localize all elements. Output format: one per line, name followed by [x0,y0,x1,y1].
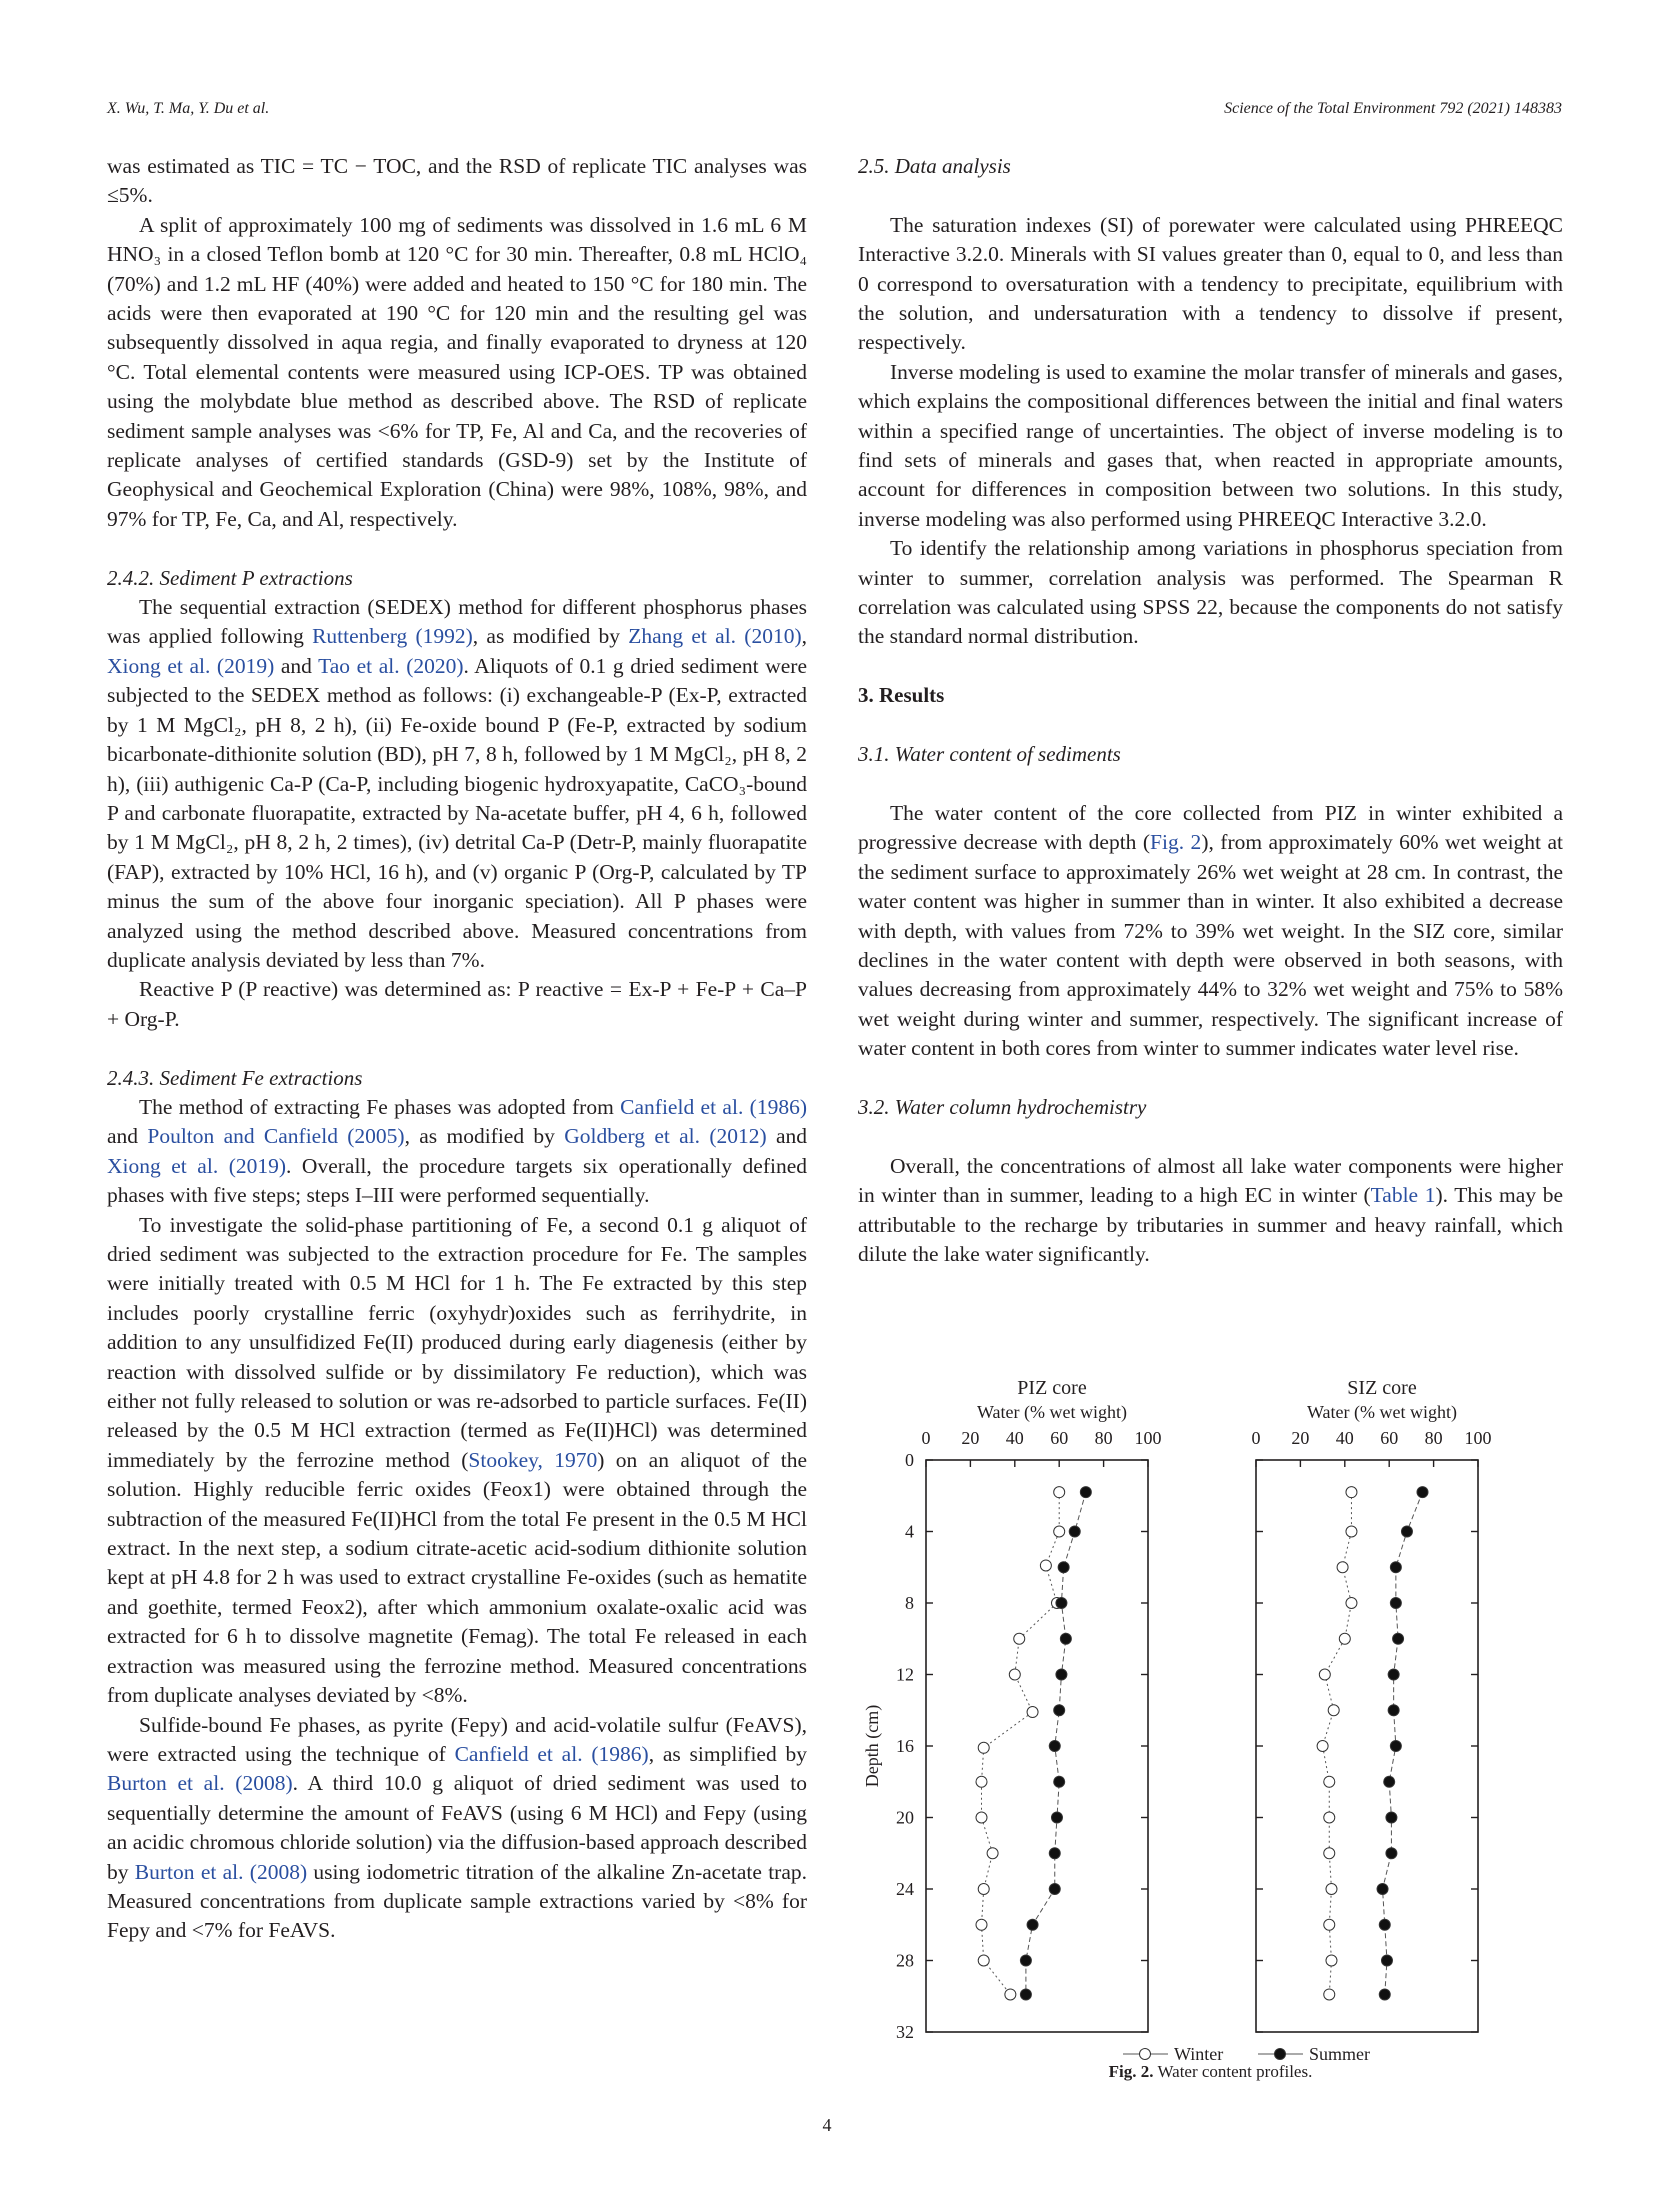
data-point [1054,1487,1065,1498]
data-point [1324,1776,1335,1787]
citation-link[interactable]: Tao et al. (2020) [318,653,464,678]
data-point [976,1919,987,1930]
data-point [1377,1884,1388,1895]
section-heading-2-5: 2.5. Data analysis [858,154,1011,178]
data-point [1324,1812,1335,1823]
data-point [1388,1669,1399,1680]
data-point [1346,1487,1357,1498]
data-point [1049,1884,1060,1895]
x-tick-label: 0 [921,1428,931,1448]
data-point [1027,1919,1038,1930]
x-tick-label: 40 [1005,1428,1024,1448]
data-point [1005,1989,1016,2000]
page-number: 4 [822,2115,832,2135]
paragraph-saturation: The saturation indexes (SI) of porewater were calculated using PHREEQC Interactive 3.2.0. Minerals with SI values greater than 0, equal to 0, and less than 0 correspond to oversaturation with a tendency to precipitate, equilibrium with the solution, and undersaturation with a tendency to dissolve if present, respectively. [858,212,1563,355]
data-point [1346,1526,1357,1537]
citation-link[interactable]: Ruttenberg (1992) [312,624,473,649]
x-tick-label: 80 [1094,1428,1113,1448]
data-point [1379,1989,1390,2000]
data-point [1058,1562,1069,1573]
legend-summer-marker [1275,2049,1286,2060]
data-point [1054,1526,1065,1537]
y-tick-label: 24 [896,1879,914,1899]
paragraph-fe-method: The method of extracting Fe phases was adopted from Canfield et al. (1986) and Poulton and Canfield (2005), as modified by Goldberg et al. (2012) and Xiong et al. (2019). Overall, the procedure targets six operationally defined phases with five steps; steps I–III were performed sequentially. [107,1094,808,1208]
x-tick-label: 100 [1134,1428,1162,1448]
citation-link[interactable]: Burton et al. (2008) [134,1859,308,1884]
y-tick-label: 12 [896,1664,914,1685]
data-point [1379,1919,1390,1930]
section-heading-2-4-3: 2.4.3. Sediment Fe extractions [107,1065,363,1090]
legend-winter-marker [1140,2049,1151,2060]
x-tick-label: 20 [1291,1428,1310,1448]
x-tick-label: 40 [1335,1428,1354,1448]
data-point [1040,1560,1051,1571]
paragraph-water-content: The water content of the core collected from PIZ in winter exhibited a progressive decrease with depth (Fig. 2), from approximately 60% wet weight at the sediment surface to approximately 26% wet weight at 28 cm. In contrast, the water content was higher in summer than in winter. It also exhibited a decrease with depth, with values from 72% to 39% wet weight. In the SIZ core, similar declines in the water content with depth were observed in both seasons, with values decreasing from approximately 44% to 32% wet weight and 75% to 58% wet weight during winter and summer, respectively. The significant increase of water content in both cores from winter to summer indicates water level rise. [858,800,1563,1061]
caption-text: Water content profiles. [1153,2062,1313,2081]
data-point [1027,1707,1038,1718]
citation-link[interactable]: Xiong et al. (2019) [107,653,275,678]
x-tick-label: 0 [1251,1428,1261,1448]
paragraph-reactive-p: Reactive P (P reactive) was determined as: P reactive = Ex-P + Fe-P + Ca–P + Org-P. [107,977,807,1031]
data-point [1390,1598,1401,1609]
x-tick-label: 100 [1464,1428,1492,1448]
data-point [1056,1598,1067,1609]
citation-link[interactable]: Canfield et al. (1986) [620,1094,808,1119]
data-point [1049,1848,1060,1859]
y-tick-label: 0 [905,1450,914,1470]
left-column [107,152,807,1946]
x-tick-label: 20 [961,1428,980,1448]
section-heading-3: 3. Results [858,683,945,708]
paragraph-sulfide-fe: Sulfide-bound Fe phases, as pyrite (Fepy) and acid-volatile sulfur (FeAVS), were extracted using the technique of Canfield et al. (1986), as simplified by Burton et al. (2008). A third 10.0 g aliquot of dried sediment was used to sequentially determine the amount of FeAVS (using 6 M HCl) and Fepy (using an acidic chromous chloride solution) via the diffusion-based approach described by Burton et al. (2008) using iodometric titration of the alkaline Zn-acetate trap. Measured concentrations from duplicate sample extractions varied by <8% for Fepy and <7% for FeAVS. [107,1712,808,1943]
panel-title: PIZ core [1017,1377,1087,1399]
section-heading-2-4-2: 2.4.2. Sediment P extractions [107,565,353,590]
data-point [1401,1526,1412,1537]
data-point [1317,1741,1328,1752]
legend-summer-label: Summer [1309,2044,1370,2064]
data-point [1060,1633,1071,1644]
citation-link[interactable]: Zhang et al. (2010) [628,624,802,649]
data-point [1014,1633,1025,1644]
y-tick-label: 28 [896,1950,914,1971]
data-point [1009,1669,1020,1680]
citation-link[interactable]: Burton et al. (2008) [107,1771,293,1796]
paragraph-hydrochemistry: Overall, the concentrations of almost all lake water components were higher in winter than in summer, leading to a high EC in winter (Table 1). This may be attributable to the recharge by tributaries in summer and heavy rainfall, which dilute the lake water significantly. [858,1153,1563,1266]
data-point [978,1884,989,1895]
data-point [978,1955,989,1966]
paragraph-correlation: To identify the relationship among variations in phosphorus speciation from winter to summer, correlation analysis was performed. The Spearman R correlation was calculated using SPSS 22, because the components do not satisfy the standard normal distribution. [858,536,1563,649]
data-point [1051,1812,1062,1823]
data-point [1326,1955,1337,1966]
data-point [1324,1989,1335,2000]
section-heading-3-2: 3.2. Water column hydrochemistry [858,1094,1147,1119]
data-point [1020,1955,1031,1966]
legend-winter-label: Winter [1174,2044,1224,2064]
data-point [978,1742,989,1753]
citation-link[interactable]: Xiong et al. (2019) [107,1153,287,1178]
x-axis-label: Water (% wet wight) [977,1402,1127,1422]
water-content-figure [858,1360,1563,2080]
citation-link[interactable]: Stookey, 1970 [468,1447,598,1472]
figure-link[interactable]: Fig. 2 [1150,830,1202,855]
running-header-journal: Science of the Total Environment 792 (2021) 148383 [1224,100,1562,117]
table-link[interactable]: Table 1 [1370,1183,1436,1208]
y-tick-label: 32 [896,2022,914,2042]
data-point [1339,1633,1350,1644]
plot-frame [926,1460,1148,2032]
data-point [1056,1669,1067,1680]
data-point [1054,1776,1065,1787]
panel-title: SIZ core [1347,1377,1417,1399]
data-point [1386,1812,1397,1823]
paragraph-sedex: The sequential extraction (SEDEX) method for different phosphorus phases was applied following Ruttenberg (1992), as modified by Zhang et al. (2010), Xiong et al. (2019) and Tao et al. (2020). Aliquots of 0.1 g dried sediment were subjected to the SEDEX method as follows: (i) exchangeable-P (Ex-P, extracted by 1 M MgCl₂, pH 8, 2 h), (ii) Fe-oxide bound P (Fe-P, extracted by sodium bicarbonate-dithionite solution (BD), pH 7, 8 h, followed by 1 M MgCl₂, pH 8, 2 h), (iii) authigenic Ca-P (Ca-P, including biogenic hydroxyapatite, CaCO₃-bound P and carbonate fluorapatite, extracted by Na-acetate buffer, pH 4, 6 h, followed by 1 M MgCl₂, pH 8, 2 h, 2 times), (iv) detrital Ca-P (Detr-P, mainly fluorapatite (FAP), extracted by 10% HCl, 16 h), and (v) organic P (Org-P, calculated by TP minus the sum of the above four inorganic speciation). All P phases were analyzed using the method described above. Measured concentrations from duplicate analysis deviated by less than 7%. [107,595,807,972]
y-axis-label: Depth (cm) [862,1704,882,1788]
paragraph-fe-partitioning: To investigate the solid-phase partitioning of Fe, a second 0.1 g aliquot of dried sediment was subjected to the extraction procedure for Fe. The samples were initially treated with 0.5 M HCl for 1 h. The Fe extracted by this step includes poorly crystalline ferric (oxyhydr)oxides such as ferrihydrite, in addition to any unsulfidized Fe(II) produced during early diagenesis (either by reaction with dissolved sulfide or by dissimilatory Fe reduction), which was either not fully released to solution or was re-adsorbed to particle surfaces. Fe(II) released by the 0.5 M HCl extraction (termed as Fe(II)HCl) was determined immediately by the ferrozine method (Stookey, 1970) on an aliquot of the solution. Highly reducible ferric oxides (Feox1) were obtained through the subtraction of the measured Fe(II)HCl from the total Fe present in the 0.5 M HCl extract. In the next step, a sodium citrate-acetic acid-sodium dithionite solution kept at pH 4.8 for 2 h was used to extract crystalline Fe-oxides (such as hematite and goethite, termed Feox2), after which ammonium oxalate-oxalic acid was extracted for 6 h to dissolve magnetite (Femag). The total Fe released in each extraction was measured using the ferrozine method. Measured concentrations from duplicate analyses deviated by <8%. [107,1212,808,1708]
data-point [1324,1848,1335,1859]
y-tick-label: 16 [896,1736,914,1756]
y-tick-label: 20 [896,1807,914,1828]
data-point [1324,1919,1335,1930]
paragraph-digestion: A split of approximately 100 mg of sediments was dissolved in 1.6 mL 6 M HNO₃ in a closed Teflon bomb at 120 °C for 30 min. Thereafter, 0.8 mL HClO₄ (70%) and 1.2 mL HF (40%) were added and heated to 150 °C for 180 min. The acids were then evaporated at 190 °C for 120 min and the resulting gel was subsequently dissolved in aqua regia, and finally evaporated to dryness at 120 °C. Total elemental contents were measured using ICP-OES. TP was obtained using the molybdate blue method as described above. The RSD of replicate sediment sample analyses was <6% for TP, Fe, Al and Ca, and the recoveries of replicate analyses of certified standards (GSD-9) set by the Institute of Geophysical and Geochemical Exploration (China) were 98%, 108%, 98%, and 97% for TP, Fe, Ca, and Al, respectively. [107,212,807,531]
data-point [1328,1705,1339,1716]
data-point [1417,1487,1428,1498]
y-tick-label: 4 [905,1521,914,1542]
running-header-authors: X. Wu, T. Ma, Y. Du et al. [107,100,270,117]
citation-link[interactable]: Goldberg et al. (2012) [564,1124,767,1149]
data-point [1381,1955,1392,1966]
x-tick-label: 60 [1380,1428,1399,1448]
y-tick-label: 8 [905,1593,914,1613]
data-point [1388,1705,1399,1716]
data-point [1386,1848,1397,1859]
data-point [1326,1884,1337,1895]
plot-frame [1256,1460,1478,2032]
x-axis-label: Water (% wet wight) [1307,1402,1457,1422]
x-tick-label: 80 [1424,1428,1443,1448]
data-point [1393,1633,1404,1644]
section-heading-3-1: 3.1. Water content of sediments [858,742,1121,767]
paragraph-inverse-model: Inverse modeling is used to examine the molar transfer of minerals and gases, which explains the compositional differences between the initial and final waters within a specified range of uncertainties. The object of inverse modeling is to find sets of minerals and gases that, when reacted in appropriate amounts, account for differences in composition between two solutions. In this study, inverse modeling was also performed using PHREEQC Interactive 3.2.0. [858,359,1563,531]
x-tick-label: 60 [1050,1428,1069,1448]
data-point [1049,1741,1060,1752]
series-line [1383,1492,1423,1994]
data-point [976,1812,987,1823]
data-point [1337,1562,1348,1573]
data-point [1390,1562,1401,1573]
data-point [1054,1705,1065,1716]
data-point [1020,1989,1031,2000]
citation-link[interactable]: Canfield et al. (1986) [454,1741,649,1766]
paragraph-tic: was estimated as TIC = TC − TOC, and the RSD of replicate TIC analyses was ≤5%. [107,154,807,208]
figure-caption [858,2062,1563,2082]
data-point [1384,1776,1395,1787]
citation-link[interactable]: Poulton and Canfield (2005) [147,1124,405,1149]
right-column [858,152,1563,1269]
caption-label: Fig. 2. [1108,2062,1154,2081]
data-point [1346,1598,1357,1609]
data-point [1069,1526,1080,1537]
data-point [987,1848,998,1859]
data-point [976,1776,987,1787]
data-point [1390,1741,1401,1752]
data-point [1319,1669,1330,1680]
data-point [1080,1487,1091,1498]
